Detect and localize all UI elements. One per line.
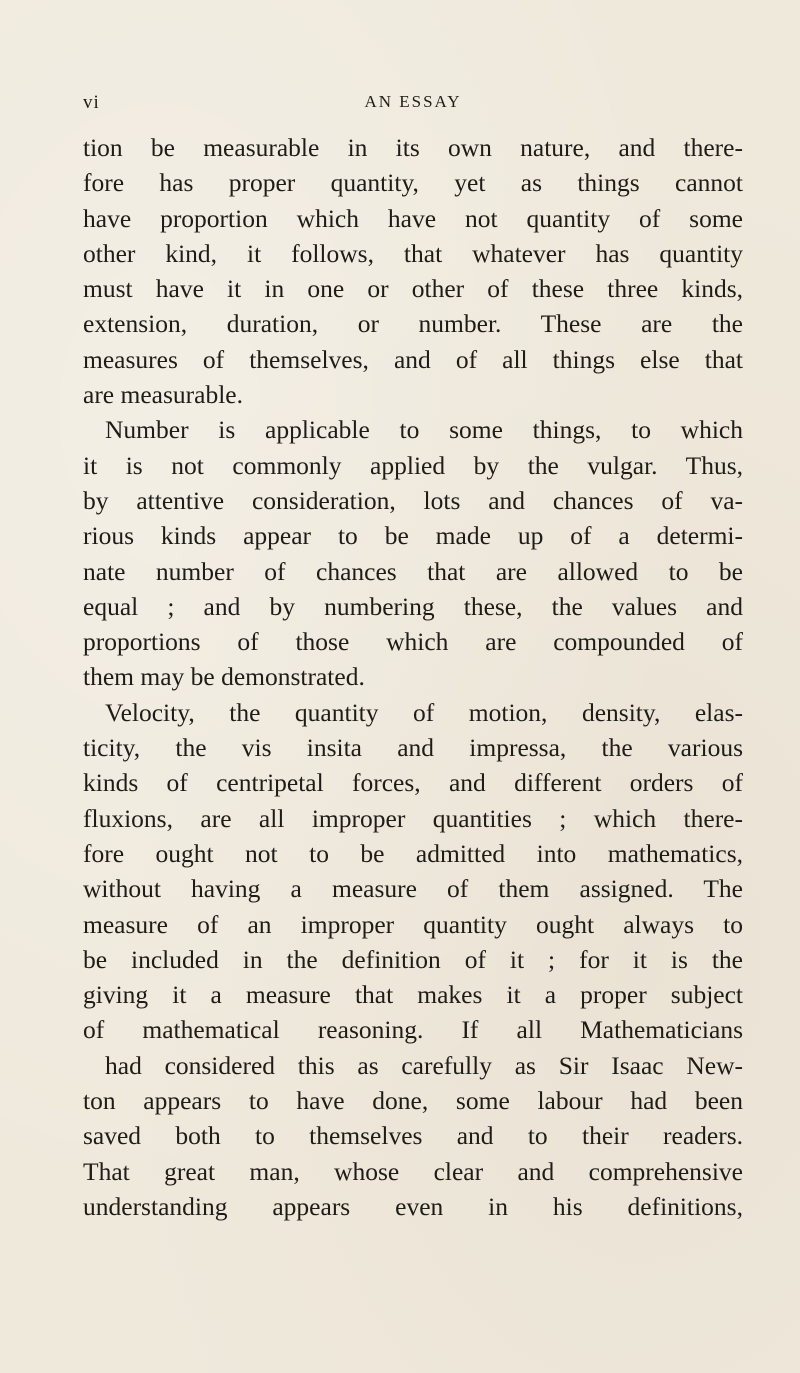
text-line: proportions of those which are compounded of [83,627,743,657]
text-line: ticity, the vis insita and impressa, the various [83,733,743,763]
text-line: be included in the definition of it ; for it is the [83,944,743,974]
text-line: tion be measurable in its own nature, and there- [83,133,743,162]
text-line: ton appears to have done, some labour had been [83,1086,743,1116]
text-line: had considered this as carefully as Sir Isaac New- [105,1050,743,1080]
text-line: have proportion which have not quantity of some [83,203,743,233]
text-line: measures of themselves, and of all things else that [83,344,743,374]
running-title: AN ESSAY [364,92,462,111]
text-line: without having a measure of them assigned. The [83,874,743,904]
text-line: fluxions, are all improper quantities ; which there- [83,803,743,833]
text-line: Number is applicable to some things, to which [105,415,743,445]
page-number: vi [83,92,100,113]
text-line: Velocity, the quantity of motion, density, elas- [105,697,743,727]
text-line: understanding appears even in his definitions, [83,1191,743,1221]
text-line: extension, duration, or number. These are the [83,309,743,339]
text-line: it is not commonly applied by the vulgar. Thus, [83,450,743,480]
text-line: fore has proper quantity, yet as things cannot [83,168,743,198]
text-line: rious kinds appear to be made up of a determi- [83,521,743,551]
text-line: measure of an improper quantity ought always to [83,909,743,939]
text-line: by attentive consideration, lots and chances of va- [83,485,743,515]
body-text [83,130,743,1224]
text-line: must have it in one or other of these three kinds, [83,274,743,304]
text-line: saved both to themselves and to their readers. [83,1121,743,1151]
text-line: equal ; and by numbering these, the values and [83,591,743,621]
text-line: That great man, whose clear and comprehensive [83,1156,743,1186]
text-line: fore ought not to be admitted into mathematics, [83,838,743,868]
text-line: of mathematical reasoning. If all Mathematicians [83,1015,743,1045]
text-line: other kind, it follows, that whatever has quantity [83,238,743,268]
running-head [83,92,743,116]
text-line: kinds of centripetal forces, and different orders of [83,768,743,798]
text-line: them may be demonstrated. [83,662,365,692]
text-line: are measurable. [83,380,243,410]
text-line: giving it a measure that makes it a proper subject [83,980,743,1010]
text-line: nate number of chances that are allowed to be [83,556,743,586]
